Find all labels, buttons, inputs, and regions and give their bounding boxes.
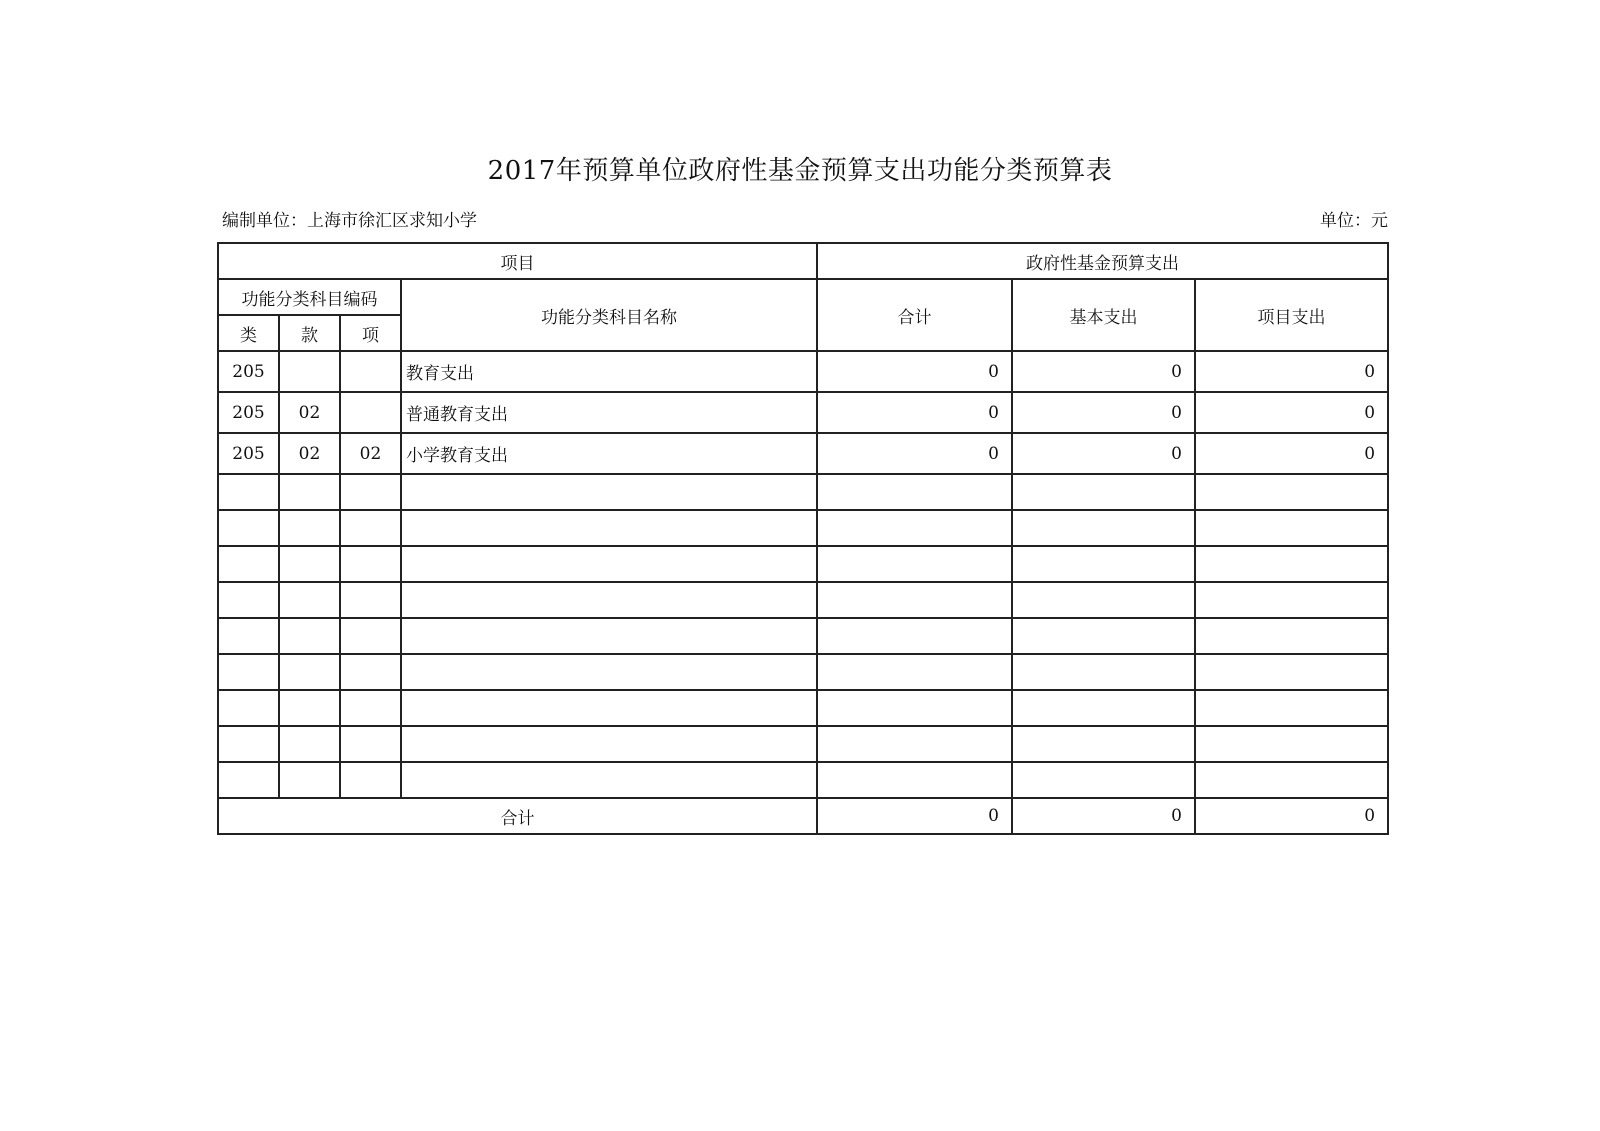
empty-row xyxy=(218,654,1388,690)
header-total: 合计 xyxy=(817,279,1012,351)
page-title: 2017年预算单位政府性基金预算支出功能分类预算表 xyxy=(487,156,1113,186)
total-row xyxy=(218,798,1388,834)
cell-lei: 205 xyxy=(218,351,279,392)
empty-row xyxy=(218,690,1388,726)
table-row xyxy=(218,433,1388,474)
total-basic: 0 xyxy=(1012,798,1195,834)
cell-xiang xyxy=(340,351,401,392)
header-name: 功能分类科目名称 xyxy=(401,279,817,351)
cell-lei: 205 xyxy=(218,392,279,433)
empty-row xyxy=(218,582,1388,618)
header-code-group: 功能分类科目编码 xyxy=(218,279,401,315)
cell-basic: 0 xyxy=(1012,392,1195,433)
table-row xyxy=(218,392,1388,433)
header-basic: 基本支出 xyxy=(1012,279,1195,351)
empty-row xyxy=(218,546,1388,582)
cell-total: 0 xyxy=(817,392,1012,433)
header-xiang: 项 xyxy=(340,315,401,351)
unit-label: 单位：元 xyxy=(1320,211,1388,231)
header-row-2 xyxy=(218,279,1388,315)
cell-xiang xyxy=(340,392,401,433)
cell-lei: 205 xyxy=(218,433,279,474)
cell-name: 普通教育支出 xyxy=(401,392,817,433)
header-project: 项目 xyxy=(218,243,817,279)
cell-kuan: 02 xyxy=(279,433,340,474)
org-label: 编制单位：上海市徐汇区求知小学 xyxy=(222,211,477,231)
cell-project: 0 xyxy=(1195,392,1388,433)
empty-row xyxy=(218,510,1388,546)
header-lei: 类 xyxy=(218,315,279,351)
cell-basic: 0 xyxy=(1012,351,1195,392)
empty-row xyxy=(218,762,1388,798)
cell-kuan xyxy=(279,351,340,392)
cell-name: 教育支出 xyxy=(401,351,817,392)
header-gov-fund: 政府性基金预算支出 xyxy=(817,243,1388,279)
budget-table xyxy=(217,242,1389,835)
empty-row xyxy=(218,726,1388,762)
cell-name: 小学教育支出 xyxy=(401,433,817,474)
table-row xyxy=(218,351,1388,392)
total-project: 0 xyxy=(1195,798,1388,834)
cell-kuan: 02 xyxy=(279,392,340,433)
cell-project: 0 xyxy=(1195,433,1388,474)
cell-xiang: 02 xyxy=(340,433,401,474)
header-row-1 xyxy=(218,243,1388,279)
header-kuan: 款 xyxy=(279,315,340,351)
empty-row xyxy=(218,474,1388,510)
total-value: 0 xyxy=(817,798,1012,834)
header-project-exp: 项目支出 xyxy=(1195,279,1388,351)
cell-total: 0 xyxy=(817,351,1012,392)
cell-basic: 0 xyxy=(1012,433,1195,474)
empty-row xyxy=(218,618,1388,654)
cell-project: 0 xyxy=(1195,351,1388,392)
total-label: 合计 xyxy=(218,798,817,834)
cell-total: 0 xyxy=(817,433,1012,474)
